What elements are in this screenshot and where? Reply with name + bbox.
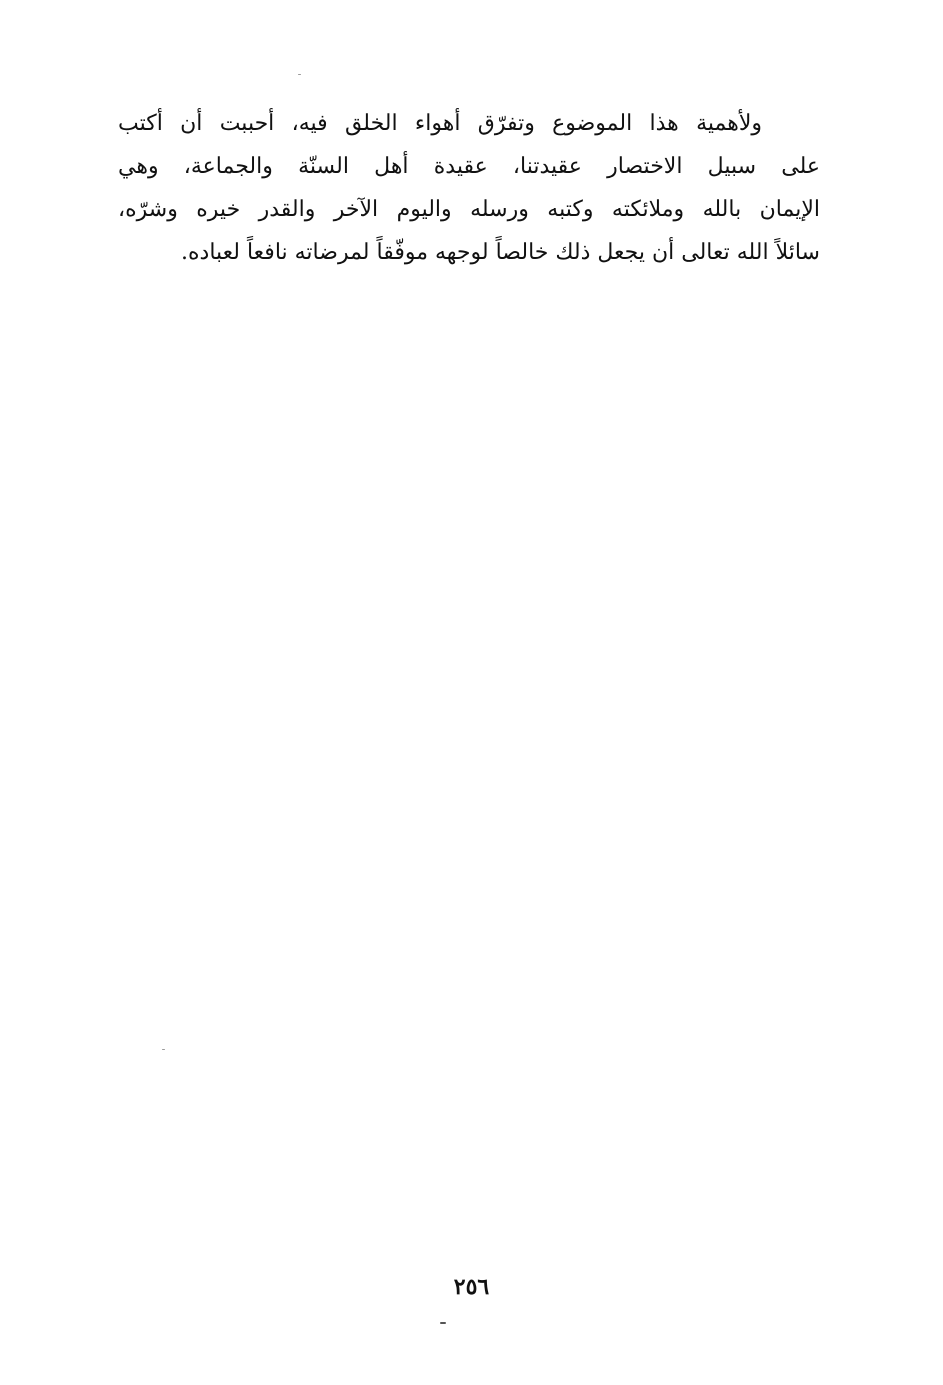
scan-speck [298,74,301,75]
paragraph-line: ولأهمية هذا الموضوع وتفرّق أهواء الخلق فيه، أحببت أن أكتب [118,111,762,136]
page-number: ٢٥٦ [453,1274,490,1300]
scan-speck [440,1322,446,1324]
paragraph-line: الإيمان بالله وملائكته وكتبه ورسله واليوم الآخر والقدر خيره وشرّه، [118,197,820,222]
scan-speck [162,1049,165,1050]
paragraph-line: سائلاً الله تعالى أن يجعل ذلك خالصاً لوجهه موفّقاً لمرضاته نافعاً لعباده. [181,240,820,265]
body-paragraph [118,102,820,274]
paragraph-line: على سبيل الاختصار عقيدتنا، عقيدة أهل السنّة والجماعة، وهي [118,154,820,179]
